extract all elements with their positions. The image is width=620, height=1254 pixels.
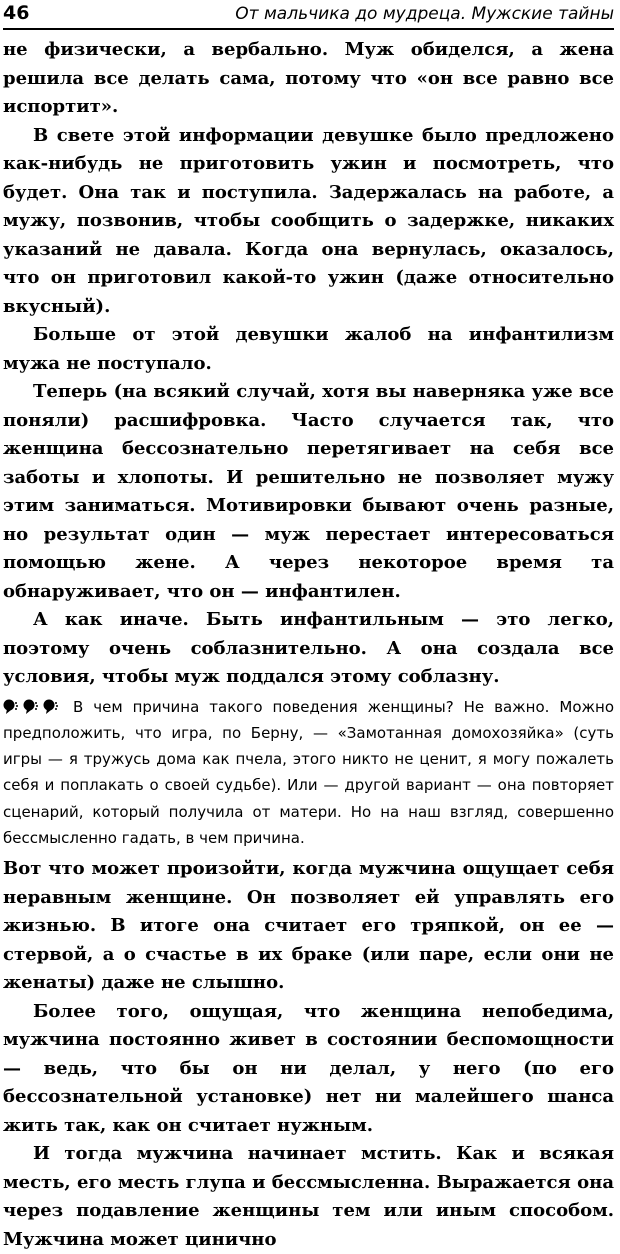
page-header: [3, 0, 614, 30]
paragraph: Более того, ощущая, что женщина непобедима, мужчина постоянно живет в состоянии беспомощности — ведь, что бы он ни делал, у него (по его бессознательной установке) нет ни малейшего шанса жить так, как он считает нужным.: [3, 1000, 614, 1136]
speech-heads-icon: [3, 694, 65, 720]
paragraph: А как иначе. Быть инфантильным — это легко, поэтому очень соблазнительно. А она создала все условия, чтобы муж поддался этому соблазну.: [3, 609, 614, 687]
note-paragraph: [3, 694, 614, 852]
paragraph: не физически, а вербально. Муж обиделся, а жена решила все делать сама, потому что «он все равно все испортит».: [3, 39, 614, 117]
note-text: В чем причина такого поведения женщины? Не важно. Можно предположить, что игра, по Берну, — «Замотанная домохозяйка» (суть игры — я тружусь дома как пчела, этого никто не ценит, я могу пожалеть себя и поплакать о своей судьбе). Или — другой вариант — она повторяет сценарий, который получила от матери. Но на наш взгляд, совершенно бессмысленно гадать, в чем причина.: [3, 697, 614, 847]
sidebar-note: [3, 694, 614, 852]
paragraph: Больше от этой девушки жалоб на инфантилизм мужа не поступало.: [3, 324, 614, 374]
running-title: От мальчика до мудреца. Мужские тайны: [235, 4, 614, 24]
body-text: [3, 36, 614, 1254]
paragraph: Теперь (на всякий случай, хотя вы наверняка уже все поняли) расшифровка. Часто случается так, что женщина бессознательно перетягивает на себя все заботы и хлопоты. И решительно не позволяет мужу этим заниматься. Мотивировки бывают очень разные, но результат один — муж перестает интересоваться помощью жене. А через некоторое время та обнаруживает, что он — инфантилен.: [3, 381, 614, 602]
paragraph: В свете этой информации девушке было предложено как-нибудь не приготовить ужин и посмотреть, что будет. Она так и поступила. Задержалась на работе, а мужу, позвонив, чтобы сообщить о задержке, никаких указаний не давала. Когда она вернулась, оказалось, что он приготовил какой-то ужин (даже относительно вкусный).: [3, 124, 614, 317]
page-number: 46: [3, 2, 30, 24]
paragraph: И тогда мужчина начинает мстить. Как и всякая месть, его месть глупа и бессмысленна. Выражается она через подавление женщины тем или иным способом. Мужчина может цинично: [3, 1143, 614, 1250]
paragraph: Вот что может произойти, когда мужчина ощущает себя неравным женщине. Он позволяет ей управлять его жизнью. В итоге она считает его тряпкой, он ее — стервой, а о счастье в их браке (или паре, если они не женаты) даже не слышно.: [3, 858, 614, 994]
